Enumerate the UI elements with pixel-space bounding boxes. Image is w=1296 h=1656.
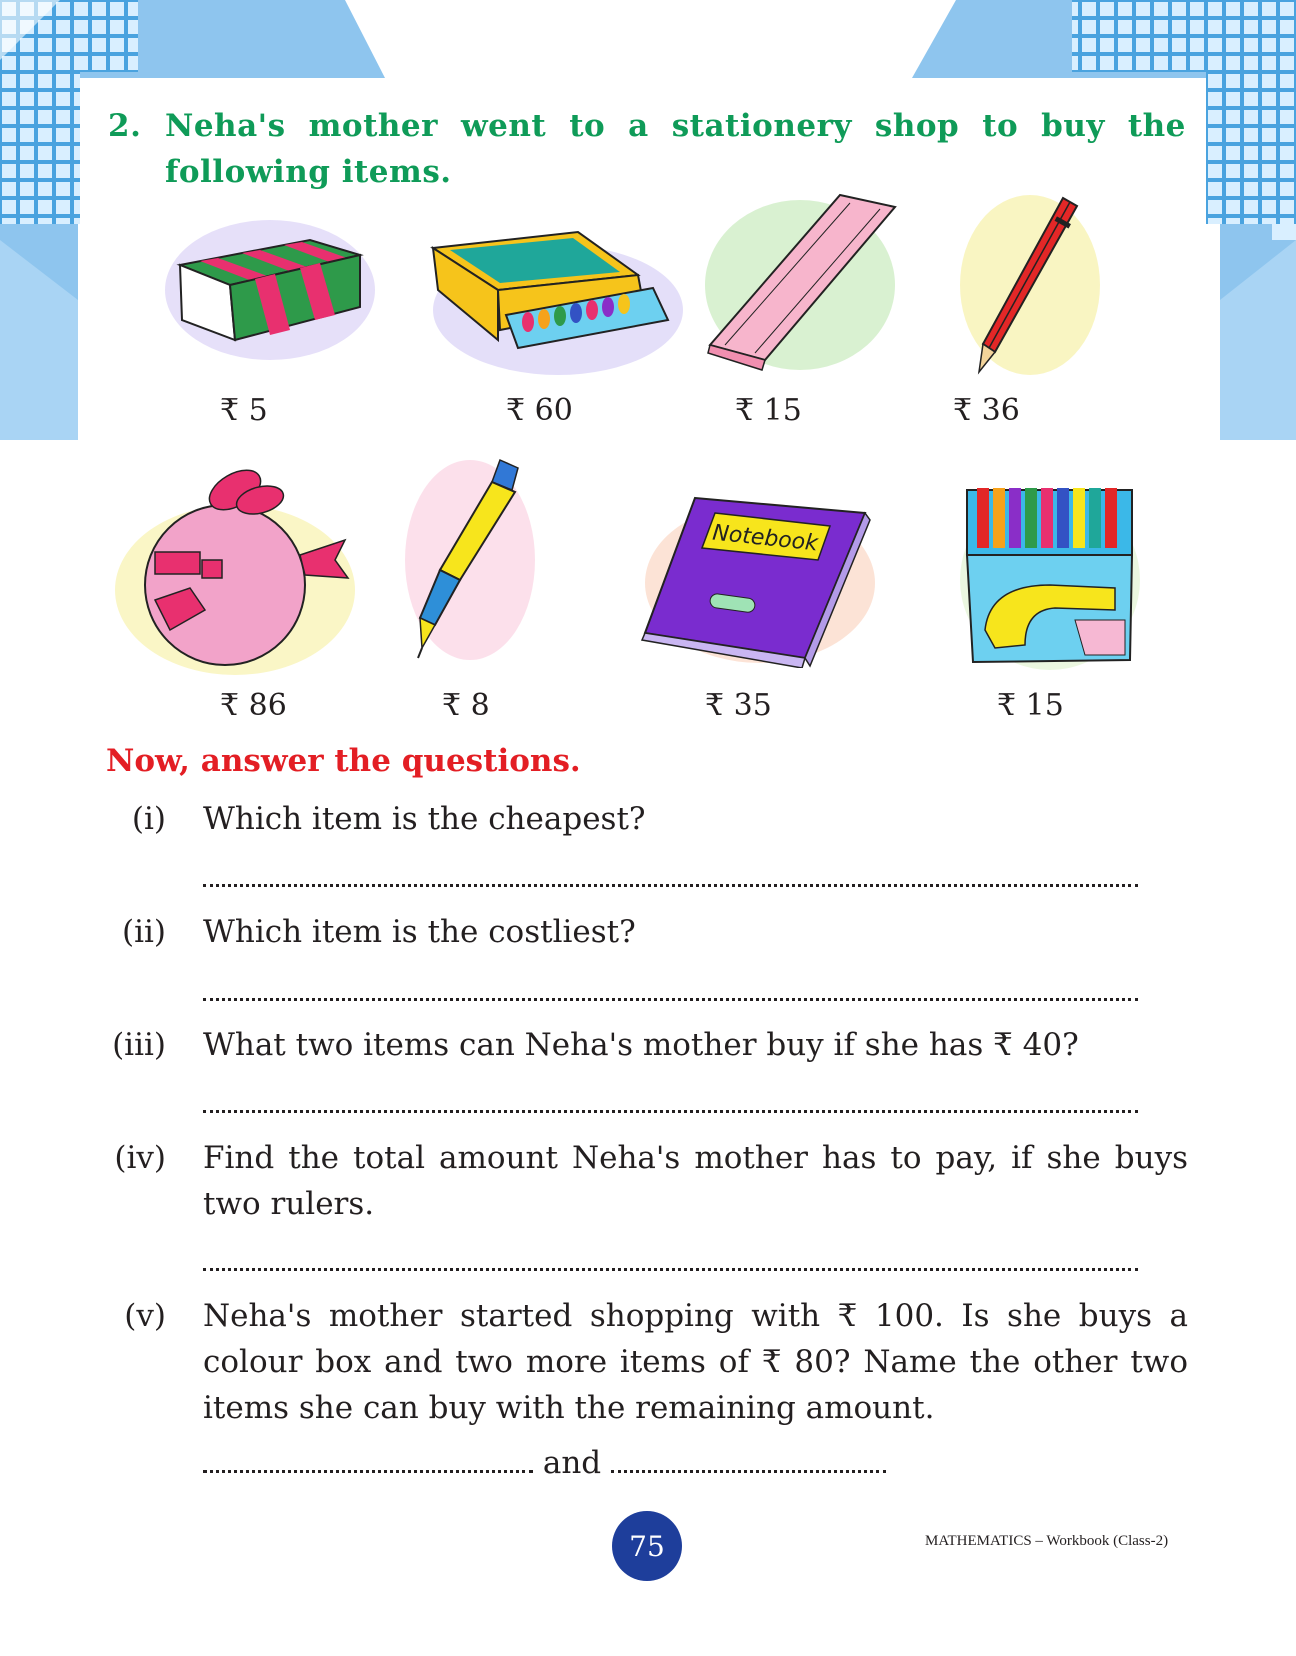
question-ii-text: Which item is the costliest? [203,914,636,950]
price-eraser: ₹ 5 [220,393,268,428]
answer-blank-v-2[interactable] [611,1440,886,1473]
price-ruler: ₹ 15 [735,393,802,428]
price-sharpener: ₹ 86 [220,688,287,723]
pencil-icon [955,190,1105,380]
question-line-2: following items. [165,154,452,190]
colour-box-icon [428,220,688,380]
answer-line-iii[interactable] [203,1104,1138,1113]
answer-line-i[interactable] [203,878,1138,887]
answer-blank-v-1[interactable] [203,1440,533,1473]
pen-icon [400,450,550,665]
question-number: 2. [108,108,142,144]
question-iv-text: Find the total amount Neha's mother has to pay, if she buys two rulers. [203,1140,1188,1222]
question-v-text: Neha's mother started shopping with ₹ 100. Is she buys a colour box and two more items of ₹ 80? Name the other two items she can buy with the remaining amount. [203,1298,1188,1426]
ruler-icon [700,185,900,375]
price-pencil: ₹ 36 [953,393,1020,428]
answer-subheading: Now, answer the questions. [106,743,581,779]
sketch-pens-icon [955,480,1145,670]
answer-line-ii[interactable] [203,992,1138,1001]
answer-connector: and [542,1445,602,1481]
question-iii-text: What two items can Neha's mother buy if she has ₹ 40? [203,1027,1079,1063]
question-i-number: (i) [131,801,166,837]
question-iv-number: (iv) [114,1140,166,1176]
notebook-icon [640,488,880,668]
question-i-text: Which item is the cheapest? [203,801,646,837]
footer-book-title: MATHEMATICS – Workbook (Class-2) [925,1533,1169,1549]
price-pen: ₹ 8 [442,688,490,723]
notebook-label: Notebook [711,520,820,557]
angry-bird-sharpener-icon [110,460,370,680]
question-v-number: (v) [124,1298,166,1334]
eraser-icon [160,215,380,365]
price-notebook: ₹ 35 [705,688,772,723]
price-sketch-pens: ₹ 15 [997,688,1064,723]
answer-line-iv[interactable] [203,1262,1138,1271]
question-ii-number: (ii) [121,914,166,950]
question-iii-number: (iii) [112,1027,166,1063]
page-number: 75 [612,1511,682,1581]
answer-line-v [203,1440,886,1481]
price-colour-box: ₹ 60 [506,393,573,428]
question-line-1: Neha's mother went to a stationery shop to buy the [165,108,1186,144]
